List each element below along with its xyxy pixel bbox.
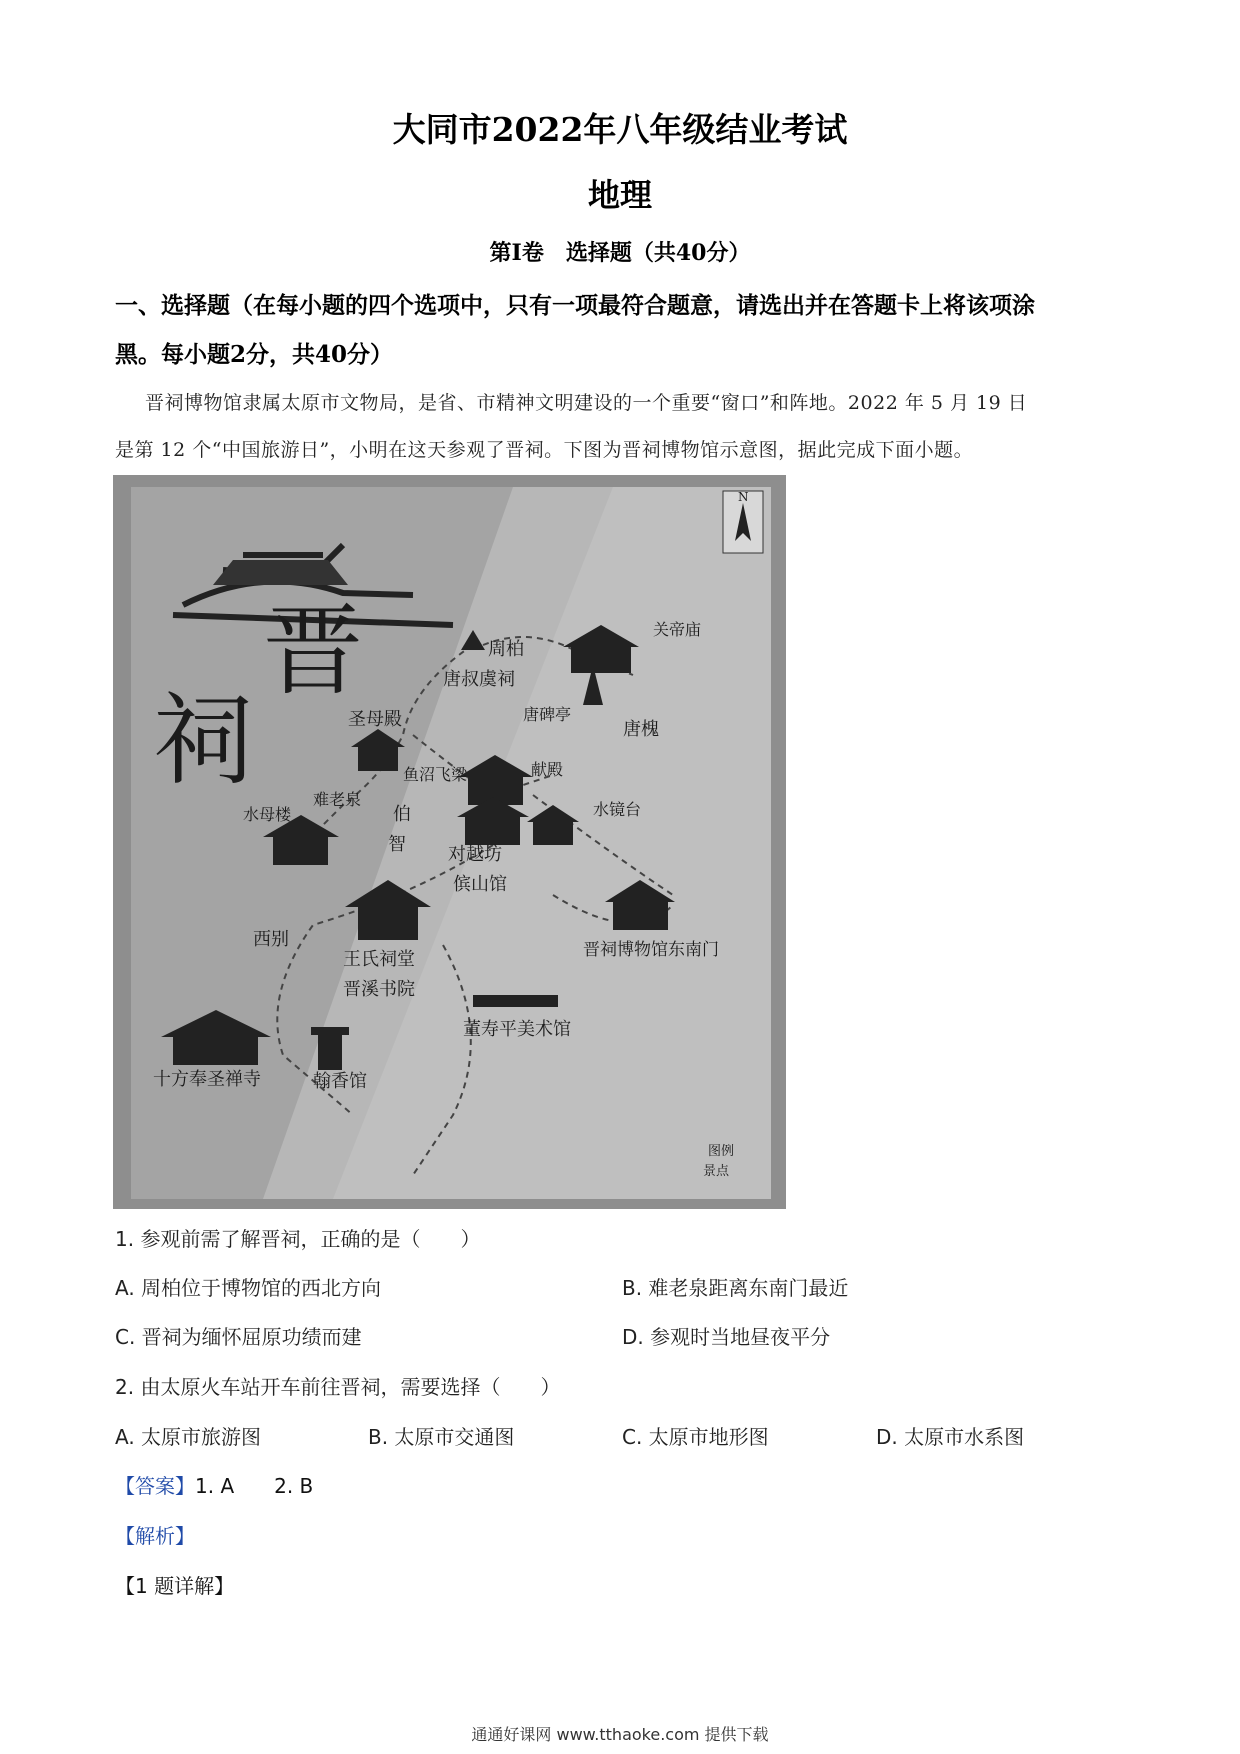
passage-line-2: 是第 12 个“中国旅游日”，小明在这天参观了晋祠。下图为晋祠博物馆示意图，据此完成下面小题。 xyxy=(115,439,974,461)
map-label-nanlao: 难老泉 xyxy=(313,790,362,809)
instructions-line-1: 一、选择题（在每小题的四个选项中，只有一项最符合题意，请选出并在答题卡上将该项涂 xyxy=(115,292,1035,319)
map-label-jinxi: 晋溪书院 xyxy=(343,979,415,1000)
question-1-stem: 1. 参观前需了解晋祠，正确的是（ ） xyxy=(115,1227,481,1251)
map-label-guandi: 关帝庙 xyxy=(653,620,702,639)
map-label-tangbei: 唐碑亭 xyxy=(523,705,572,724)
map-label-museum-gate: 晋祠博物馆东南门 xyxy=(583,940,719,960)
footer: 通通好课网 www.tthaoke.com 提供下载 xyxy=(471,1725,769,1744)
map-label-shengmu: 圣母殿 xyxy=(348,709,402,730)
map-north: N xyxy=(738,490,749,504)
map-label-xian: 献殿 xyxy=(531,760,564,779)
map-label-boyi: 伯 xyxy=(393,804,411,825)
map-label-shuimu: 水母楼 xyxy=(243,805,292,824)
map-legend: 图例 xyxy=(708,1144,735,1159)
map-label-shifang: 十方奉圣禅寺 xyxy=(153,1069,261,1090)
question-1-option-d: D. 参观时当地昼夜平分 xyxy=(622,1325,831,1349)
map-label-duiyue: 对越坊 xyxy=(448,844,502,865)
question-2-option-a: A. 太原市旅游图 xyxy=(115,1425,262,1449)
map-label-dongshou: 董寿平美术馆 xyxy=(463,1019,571,1040)
question-2-option-c: C. 太原市地形图 xyxy=(622,1425,769,1449)
map-label-shuijing: 水镜台 xyxy=(593,800,642,819)
instructions-line-2: 黑。每小题2分，共40分） xyxy=(115,341,394,368)
analysis-tag: 【解析】 xyxy=(115,1524,195,1548)
question-1-option-c: C. 晋祠为缅怀屈原功绩而建 xyxy=(115,1325,362,1349)
question-1-option-b: B. 难老泉距离东南门最近 xyxy=(622,1276,849,1300)
map-label-wangshi: 王氏祠堂 xyxy=(343,949,415,970)
section-title: 第Ⅰ卷 选择题（共40分） xyxy=(489,240,751,266)
answer-value: 1. A 2. B xyxy=(195,1474,314,1498)
map-big-char-1: 晋 xyxy=(263,592,363,709)
map-label-hanxiang: 翰香馆 xyxy=(313,1071,367,1092)
map-big-char-2: 祠 xyxy=(153,682,253,799)
map-label-tanghuai: 唐槐 xyxy=(623,719,659,740)
question-1-option-a: A. 周柏位于博物馆的西北方向 xyxy=(115,1276,382,1300)
map-label-zhi: 智 xyxy=(388,834,406,855)
map-legend-sub: 景点 xyxy=(703,1164,730,1179)
map-label-zhishan: 傧山馆 xyxy=(453,874,507,895)
question-2-option-b: B. 太原市交通图 xyxy=(368,1425,515,1449)
exam-title: 大同市2022年八年级结业考试 xyxy=(392,110,848,149)
answer-line xyxy=(115,1470,313,1499)
map-label-zhoubai: 周柏 xyxy=(488,639,524,660)
question-2-option-d: D. 太原市水系图 xyxy=(876,1425,1025,1449)
map-label-tangshu: 唐叔虞祠 xyxy=(443,669,515,690)
answer-tag: 【答案】 xyxy=(115,1474,195,1498)
question-2-stem: 2. 由太原火车站开车前往晋祠，需要选择（ ） xyxy=(115,1375,561,1399)
map-label-yuzhao: 鱼沼飞梁 xyxy=(403,765,468,784)
subject-title: 地理 xyxy=(587,176,652,214)
jinci-museum-map xyxy=(113,475,786,1209)
detail-tag: 【1 题详解】 xyxy=(115,1574,235,1598)
map-label-xibie: 西别 xyxy=(253,929,289,950)
passage-line-1: 晋祠博物馆隶属太原市文物局，是省、市精神文明建设的一个重要“窗口”和阵地。2022 年 5 月 19 日 xyxy=(145,392,1028,414)
